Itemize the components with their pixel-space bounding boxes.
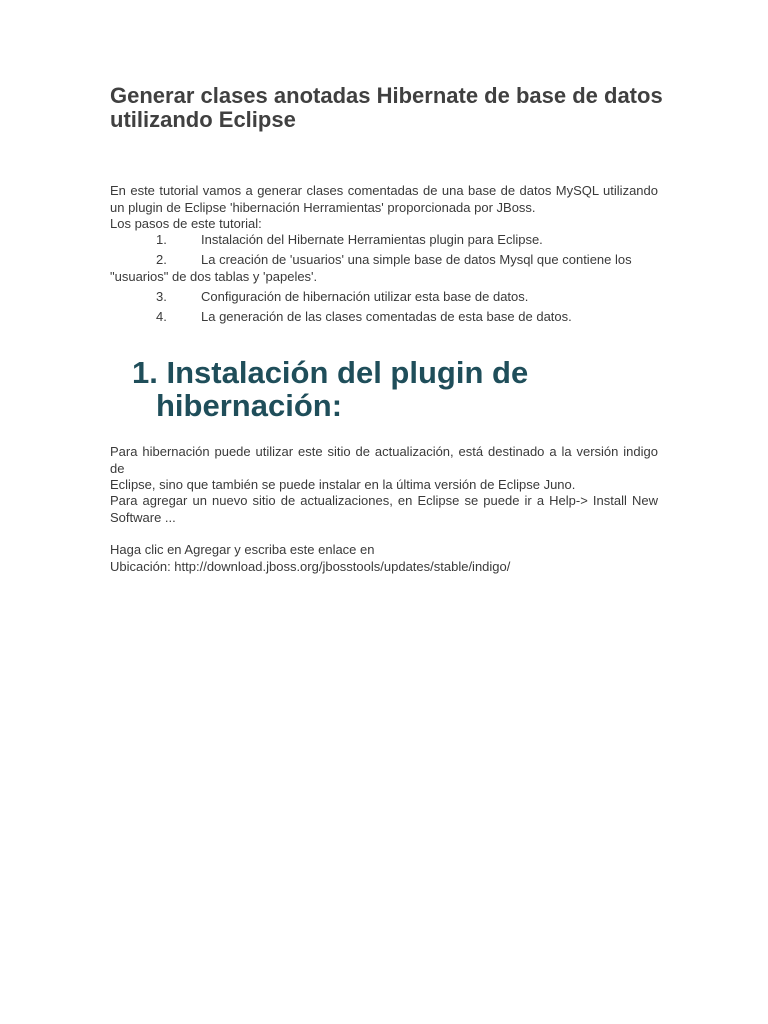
list-item-text: La creación de 'usuarios' una simple base de datos Mysql que contiene los	[201, 252, 632, 267]
document-title	[110, 84, 670, 132]
list-item-text: La generación de las clases comentadas de esta base de datos.	[201, 308, 572, 324]
list-item-text: Configuración de hibernación utilizar esta base de datos.	[201, 288, 529, 304]
document-title-line-1: Generar clases anotadas Hibernate de base de datos	[110, 83, 663, 108]
section-heading-text: Instalación del plugin de	[166, 355, 529, 390]
paragraph-update-site	[110, 444, 658, 494]
intro-paragraph	[110, 183, 658, 216]
section-number: 1.	[132, 355, 158, 390]
steps-list	[110, 232, 658, 329]
paragraph-line: Haga clic en Agregar y escriba este enlace en	[110, 542, 375, 557]
list-item-number: 3.	[156, 288, 167, 304]
list-item-text-continued: "usuarios" de dos tablas y 'papeles'.	[110, 268, 318, 284]
intro-line-1: En este tutorial vamos a generar clases comentadas de una base de datos MySQL utilizando	[110, 183, 658, 198]
section-heading	[132, 356, 632, 422]
list-item-number: 1.	[156, 232, 167, 247]
section-heading-line-1	[132, 356, 632, 389]
paragraph-location	[110, 542, 658, 575]
list-item-number: 2.	[156, 252, 167, 267]
intro-line-2: un plugin de Eclipse 'hibernación Herramientas' proporcionada por JBoss.	[110, 199, 536, 215]
list-item-line-1	[156, 252, 658, 269]
paragraph-line: Software ...	[110, 509, 176, 525]
list-item	[110, 252, 658, 285]
list-item	[156, 289, 658, 306]
paragraph-add-site	[110, 493, 658, 526]
paragraph-line: Eclipse, sino que también se puede instalar en la última versión de Eclipse Juno.	[110, 477, 576, 492]
steps-label: Los pasos de este tutorial:	[110, 216, 262, 231]
list-item	[156, 232, 658, 249]
document-title-line-2: utilizando Eclipse	[110, 107, 296, 132]
list-item	[156, 309, 658, 326]
paragraph-line: Para hibernación puede utilizar este sitio de actualización, está destinado a la versión indigo de	[110, 444, 658, 476]
paragraph-line: Ubicación: http://download.jboss.org/jbosstools/updates/stable/indigo/	[110, 558, 511, 574]
section-heading-line-2: hibernación:	[156, 388, 343, 423]
list-item-text: Instalación del Hibernate Herramientas plugin para Eclipse.	[201, 232, 543, 247]
paragraph-line: Para agregar un nuevo sitio de actualizaciones, en Eclipse se puede ir a Help-> Install New	[110, 493, 658, 508]
list-item-number: 4.	[156, 308, 167, 324]
